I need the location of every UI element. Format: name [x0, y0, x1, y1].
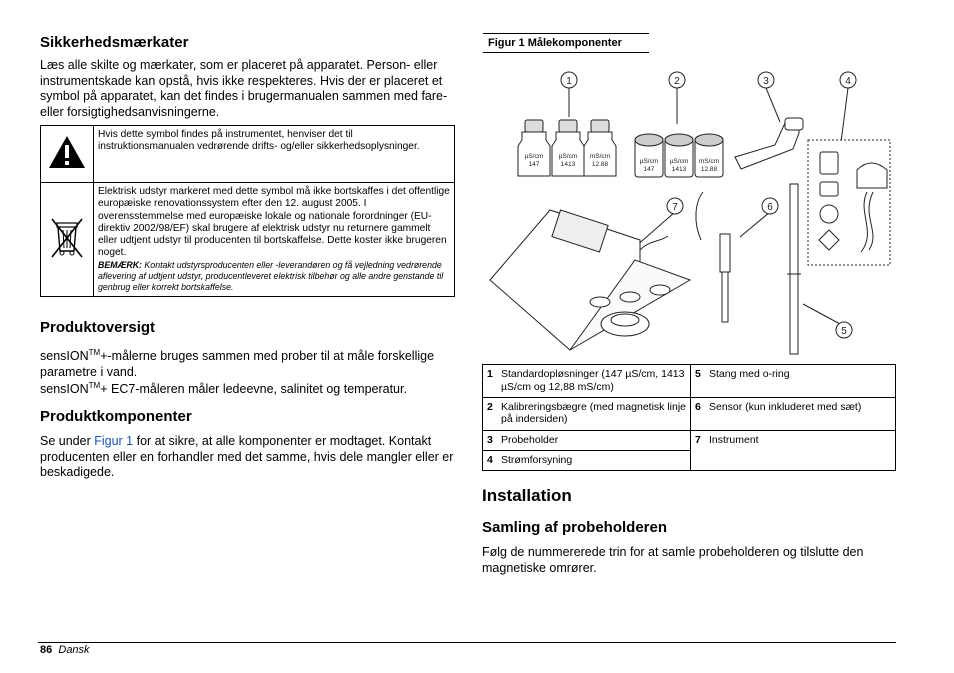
components-text: Se under	[40, 434, 95, 448]
component-number: 7	[691, 430, 706, 470]
components-text: for at sikre, at alle komponenter er modtaget. Kontakt producenten eller en forhandler med det samme, hvis dele mangler eller er beskadigede.	[40, 434, 454, 479]
page-footer	[40, 644, 90, 656]
trademark: TM	[88, 381, 101, 390]
rod	[787, 184, 801, 354]
table-row	[483, 430, 896, 450]
component-number: 2	[483, 397, 498, 430]
bottle-value: 147	[528, 161, 540, 168]
callout-2: 2	[674, 76, 680, 87]
section-heading-product-overview: Produktoversigt	[40, 319, 156, 336]
beaker-unit: µS/cm	[669, 158, 689, 165]
footer-rule	[38, 642, 896, 643]
overview-paragraph-1	[40, 345, 455, 380]
bottle-unit: µS/cm	[558, 153, 578, 160]
beaker-unit: µS/cm	[639, 158, 659, 165]
bottle-value: 1413	[560, 161, 576, 168]
component-number: 1	[483, 365, 498, 398]
symbol-row	[41, 126, 455, 183]
overview-text: + EC7-måleren måler ledeevne, salinitet og temperatur.	[100, 382, 407, 397]
instrument	[490, 210, 690, 350]
callout-3: 3	[763, 76, 769, 87]
page-number: 86	[40, 644, 53, 656]
beaker-unit: mS/cm	[698, 158, 720, 165]
component-label: Standardopløsninger (147 µS/cm, 1413 µS/cm og 12,88 mS/cm)	[497, 365, 691, 398]
callout-1: 1	[566, 76, 572, 87]
product-name: sensION	[40, 382, 89, 397]
assembly-paragraph: Følg de nummererede trin for at samle probeholderen og tilslutte den magnetiske omrører.	[482, 545, 864, 575]
symbol-description: Hvis dette symbol findes på instrumentet, henviser det til instruktionsmanualen vedrørende drifts- og/eller sikkerhedsoplysninger.	[94, 126, 455, 183]
component-label: Sensor (kun inkluderet med sæt)	[705, 397, 896, 430]
section-heading-installation: Installation	[482, 486, 572, 505]
warning-triangle-icon	[47, 134, 87, 170]
bottle-unit: mS/cm	[589, 153, 611, 160]
caption-rule-top	[483, 33, 649, 34]
trademark: TM	[88, 348, 101, 357]
product-name: sensION	[40, 349, 89, 364]
footer-language: Dansk	[58, 644, 90, 656]
overview-text: +-målerne bruges sammen med prober til at måle forskellige parametre i vand.	[40, 349, 435, 379]
section-heading-probe-holder-assembly: Samling af probeholderen	[482, 519, 668, 536]
component-label: Strømforsyning	[497, 450, 691, 470]
table-row	[483, 397, 896, 430]
weee-crossed-bin-icon	[49, 215, 85, 261]
table-row	[483, 365, 896, 398]
probe-holder	[735, 118, 803, 169]
weee-description: Elektrisk udstyr markeret med dette symbol må ikke bortskaffes i det offentlige europæiske renovationssystem efter den 12. august 2005. I overensstemmelse med europæiske lokale og nationale forordninger (EU-direktiv 2002/98/EF) skal brugere af elektrisk udstyr nu returnere gammelt eller udtjent udstyr til producenten til bortskaffelse. Dette koster ikke brugeren noget.	[98, 186, 450, 259]
callout-4: 4	[845, 76, 851, 87]
beaker-value: 12.88	[700, 166, 718, 173]
component-label: Kalibreringsbægre (med magnetisk linje på indersiden)	[497, 397, 691, 430]
section-heading-product-components: Produktkomponenter	[40, 408, 192, 425]
beaker-value: 1413	[671, 166, 687, 173]
bottle-unit: µS/cm	[524, 153, 544, 160]
component-number: 5	[691, 365, 706, 398]
components-paragraph	[40, 434, 455, 481]
sensor	[696, 192, 730, 322]
callout-6: 6	[767, 202, 773, 213]
components-illustration	[485, 62, 895, 362]
symbol-table	[40, 125, 455, 297]
component-label: Probeholder	[497, 430, 691, 450]
beaker-value: 147	[643, 166, 655, 173]
note-label: BEMÆRK:	[98, 259, 142, 270]
component-number: 4	[483, 450, 498, 470]
callout-7: 7	[672, 202, 678, 213]
symbol-row	[41, 183, 455, 297]
component-number: 6	[691, 397, 706, 430]
figure-caption: Figur 1 Målekomponenter	[488, 37, 622, 49]
caption-rule-bottom	[483, 52, 649, 53]
weee-note	[98, 260, 450, 294]
overview-paragraph-2	[40, 378, 455, 398]
safety-labels-paragraph: Læs alle skilte og mærkater, som er placeret på apparatet. Person- eller instrumentskade kan opstå, hvis ikke respekteres. Hvis der er placeret et symbol på apparatet, kan det findes i brugermanualen sammen med fare- eller forsigtighedsanvisningerne.	[40, 58, 448, 119]
note-text: Kontakt udstyrsproducenten eller -leverandøren og få vejledning vedrørende aflevering af udtjent udstyr, producentleveret elektrisk tilbehør og alle andre genstande til genbrug eller korrekt bortskaffelse.	[98, 259, 444, 293]
components-table	[482, 364, 896, 471]
component-label: Instrument	[705, 430, 896, 470]
power-supply	[808, 140, 890, 265]
component-label: Stang med o-ring	[705, 365, 896, 398]
figure-1-link[interactable]: Figur 1	[94, 434, 134, 448]
section-heading-safety-labels: Sikkerhedsmærkater	[40, 34, 189, 51]
bottle-value: 12.88	[591, 161, 609, 168]
component-number: 3	[483, 430, 498, 450]
callout-5: 5	[841, 326, 847, 337]
